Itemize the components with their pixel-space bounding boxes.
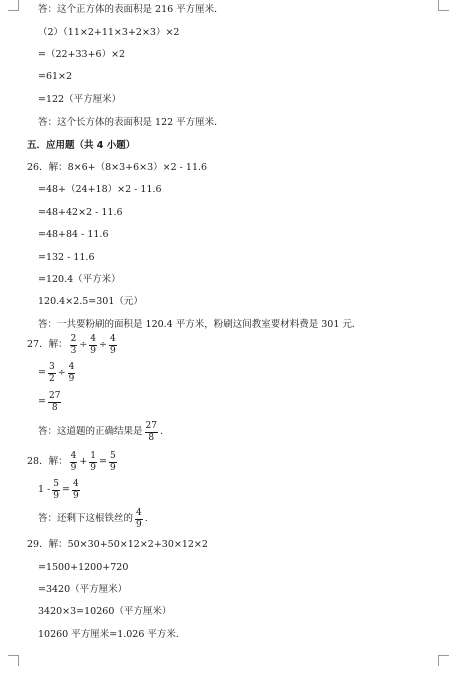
fraction-two-thirds: $\frac{2}{3}$ [70, 333, 77, 356]
q27-expression: 27．解： $\frac{2}{3}$ ÷ $\frac{4}{9}$ ÷ $\frac{4}{9}$ [27, 333, 116, 356]
q27-step-1: = $\frac{3}{2}$ ÷ $\frac{4}{9}$ [38, 361, 75, 384]
q27-step-2: = $\frac{27}{8}$ [38, 390, 61, 413]
answer-cuboid-surface: 答：这个长方体的表面积是 122 平方厘米． [38, 117, 224, 128]
crop-mark-top-right [438, 0, 449, 11]
q27-answer: 答：这道题的正确结果是 $\frac{27}{8}$ . [38, 420, 163, 443]
crop-mark-bottom-right [438, 655, 449, 666]
q28-label: 28．解： [27, 456, 68, 468]
cuboid-step-1: =（22+33+6）×2 [38, 49, 126, 60]
q29-conversion: 10260 平方厘米=1.026 平方米. [38, 629, 179, 640]
section-heading: 五．应用题（共 4 小题） [27, 140, 136, 151]
fraction-one-ninth: $\frac{1}{9}$ [90, 450, 97, 473]
fraction-four-ninths: $\frac{4}{9}$ [72, 478, 79, 501]
q29-expression: 29．解：50×30+50×12×2+30×12×2 [27, 539, 208, 550]
q26-answer: 答：一共要粉刷的面积是 120.4 平方米，粉刷这间教室要材料费是 301 元． [38, 319, 362, 330]
fraction-four-ninths: $\frac{4}{9}$ [90, 333, 97, 356]
fraction-three-halves: $\frac{3}{2}$ [48, 361, 55, 384]
q26-cost: 120.4×2.5=301（元） [38, 296, 143, 307]
fraction-27-eighths: $\frac{27}{8}$ [48, 390, 61, 413]
fraction-five-ninths: $\frac{5}{9}$ [110, 450, 116, 473]
crop-mark-bottom-left [8, 655, 19, 666]
fraction-four-ninths: $\frac{4}{9}$ [110, 333, 116, 356]
fraction-four-ninths: $\frac{4}{9}$ [70, 450, 77, 473]
q28-step-1: 1 - $\frac{5}{9}$ = $\frac{4}{9}$ [38, 478, 79, 501]
fraction-five-ninths: $\frac{5}{9}$ [53, 478, 60, 501]
crop-mark-top-left [8, 0, 19, 11]
q26-step-4: =132 - 11.6 [38, 252, 95, 263]
q29-step-1: =1500+1200+720 [38, 562, 129, 573]
q26-expression: 26．解：8×6+（8×3+6×3）×2 - 11.6 [27, 162, 208, 173]
cuboid-step-3: =122（平方厘米） [38, 94, 122, 105]
q29-step-3: 3420×3=10260（平方厘米） [38, 606, 172, 617]
fraction-27-eighths: $\frac{27}{8}$ [145, 420, 157, 443]
fraction-four-ninths: $\frac{4}{9}$ [68, 361, 75, 384]
q26-step-5: =120.4（平方米） [38, 274, 121, 285]
answer-cube-surface: 答：这个正方体的表面积是 216 平方厘米． [38, 4, 224, 15]
q26-step-2: =48+42×2 - 11.6 [38, 207, 123, 218]
q28-expression: 28．解： $\frac{4}{9}$ + $\frac{1}{9}$ = $\frac{5}{9}$ [27, 450, 116, 473]
q29-step-2: =3420（平方厘米） [38, 584, 128, 595]
fraction-four-ninths: $\frac{4}{9}$ [136, 507, 142, 530]
q27-label: 27．解： [27, 339, 68, 351]
q28-answer: 答：还剩下这根铁丝的 $\frac{4}{9}$ . [38, 507, 148, 530]
cuboid-expression: （2）（11×2+11×3+2×3）×2 [38, 27, 180, 38]
q26-step-1: =48+（24+18）×2 - 11.6 [38, 184, 162, 195]
cuboid-step-2: =61×2 [38, 71, 73, 82]
q26-step-3: =48+84 - 11.6 [38, 229, 109, 240]
